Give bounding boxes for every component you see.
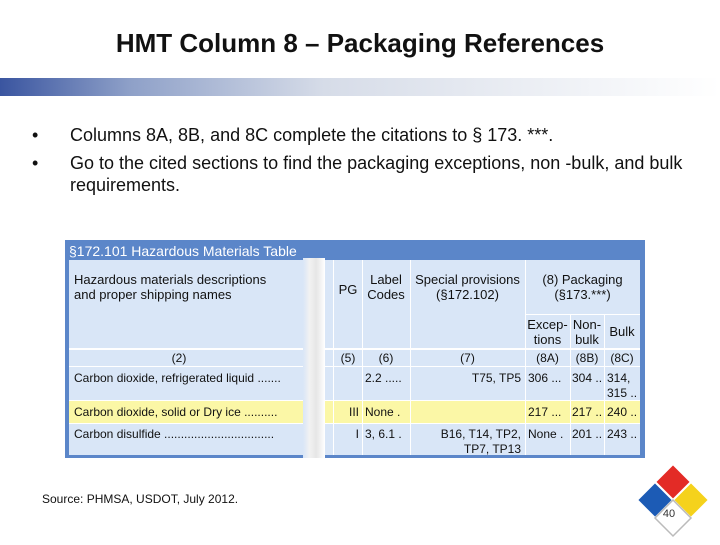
bullet-item bbox=[32, 124, 692, 146]
cell-exceptions: None . bbox=[528, 427, 564, 441]
cell-special-line: B16, T14, TP2, bbox=[440, 427, 521, 441]
hazmat-table-image bbox=[65, 240, 645, 458]
header-exceptions-line: tions bbox=[533, 332, 562, 347]
grid-line bbox=[69, 348, 640, 350]
cell-nonbulk: 217 .. bbox=[572, 405, 603, 419]
cell-label: None . bbox=[365, 405, 401, 419]
header-bulk: Bulk bbox=[609, 324, 635, 339]
cell-label: 2.2 ..... bbox=[365, 371, 402, 385]
cell-special: T75, TP5 bbox=[471, 371, 521, 385]
column-number: (2) bbox=[171, 351, 187, 365]
cell-bulk bbox=[607, 371, 641, 401]
cell-exceptions: 306 ... bbox=[528, 371, 562, 385]
slide-title: HMT Column 8 – Packaging References bbox=[115, 28, 605, 58]
header-nonbulk bbox=[570, 317, 604, 347]
header-label-line: Label bbox=[370, 272, 402, 287]
bullet-item bbox=[32, 152, 692, 196]
cell-pg: III bbox=[348, 405, 359, 419]
header-nonbulk-line: Non- bbox=[572, 317, 602, 332]
header-special-line: Special provisions bbox=[415, 272, 520, 287]
grid-line bbox=[69, 400, 640, 401]
header-description-line: Hazardous materials descriptions bbox=[74, 272, 267, 287]
header-packaging bbox=[525, 272, 640, 302]
header-packaging-line: (§173.***) bbox=[554, 287, 611, 302]
hazmat-diamond-icon bbox=[633, 460, 713, 540]
cell-bulk: 240 .. bbox=[607, 405, 638, 419]
grid-line bbox=[69, 366, 640, 367]
cell-name: Carbon dioxide, refrigerated liquid ....... bbox=[74, 371, 281, 385]
column-number: (8A) bbox=[536, 351, 559, 365]
header-description bbox=[74, 272, 294, 302]
source-note: Source: PHMSA, USDOT, July 2012. bbox=[42, 492, 239, 506]
cell-pg: I bbox=[355, 427, 359, 441]
header-nonbulk-line: bulk bbox=[575, 332, 599, 347]
grid-line bbox=[69, 423, 640, 424]
bullet-dot: • bbox=[32, 153, 39, 173]
cell-nonbulk: 201 .. bbox=[572, 427, 603, 441]
header-special-line: (§172.102) bbox=[436, 287, 499, 302]
column-number: (8B) bbox=[575, 351, 599, 365]
cell-bulk-line: 315 .. bbox=[607, 386, 638, 400]
header-label-line: Codes bbox=[367, 287, 405, 302]
cell-bulk-line: 314, bbox=[607, 371, 631, 385]
bullet-text: Columns 8A, 8B, and 8C complete the citations to § 173. ***. bbox=[70, 125, 554, 145]
grid-line bbox=[526, 314, 640, 315]
header-special-provisions bbox=[410, 272, 525, 302]
header-pg: PG bbox=[338, 282, 358, 297]
bullet-dot: • bbox=[32, 125, 39, 145]
torn-edge bbox=[303, 258, 325, 458]
header-exceptions bbox=[525, 317, 570, 347]
cell-bulk: 243 .. bbox=[607, 427, 638, 441]
column-number: (5) bbox=[340, 351, 356, 365]
cell-name: Carbon disulfide ................................. bbox=[74, 427, 275, 441]
header-exceptions-line: Excep- bbox=[527, 317, 568, 332]
cell-name: Carbon dioxide, solid or Dry ice .......... bbox=[74, 405, 278, 419]
column-number: (7) bbox=[460, 351, 475, 365]
header-description-line: and proper shipping names bbox=[74, 287, 232, 302]
cell-special bbox=[410, 427, 521, 457]
table-panel bbox=[69, 260, 640, 455]
cell-exceptions: 217 ... bbox=[528, 405, 562, 419]
column-number: (8C) bbox=[610, 351, 634, 365]
cell-special-line: TP7, TP13 bbox=[463, 442, 521, 456]
cell-label: 3, 6.1 . bbox=[365, 427, 402, 441]
title-accent-bar bbox=[0, 78, 720, 96]
table-caption: §172.101 Hazardous Materials Table bbox=[69, 243, 297, 259]
page-number: 40 bbox=[662, 508, 676, 520]
bullet-list bbox=[32, 124, 692, 202]
bullet-text: Go to the cited sections to find the packaging exceptions, non -bulk, and bulk requirements. bbox=[70, 153, 683, 195]
cell-nonbulk: 304 .. bbox=[572, 371, 603, 385]
column-number: (6) bbox=[378, 351, 394, 365]
header-packaging-line: (8) Packaging bbox=[542, 272, 623, 287]
header-label-codes bbox=[362, 272, 410, 302]
